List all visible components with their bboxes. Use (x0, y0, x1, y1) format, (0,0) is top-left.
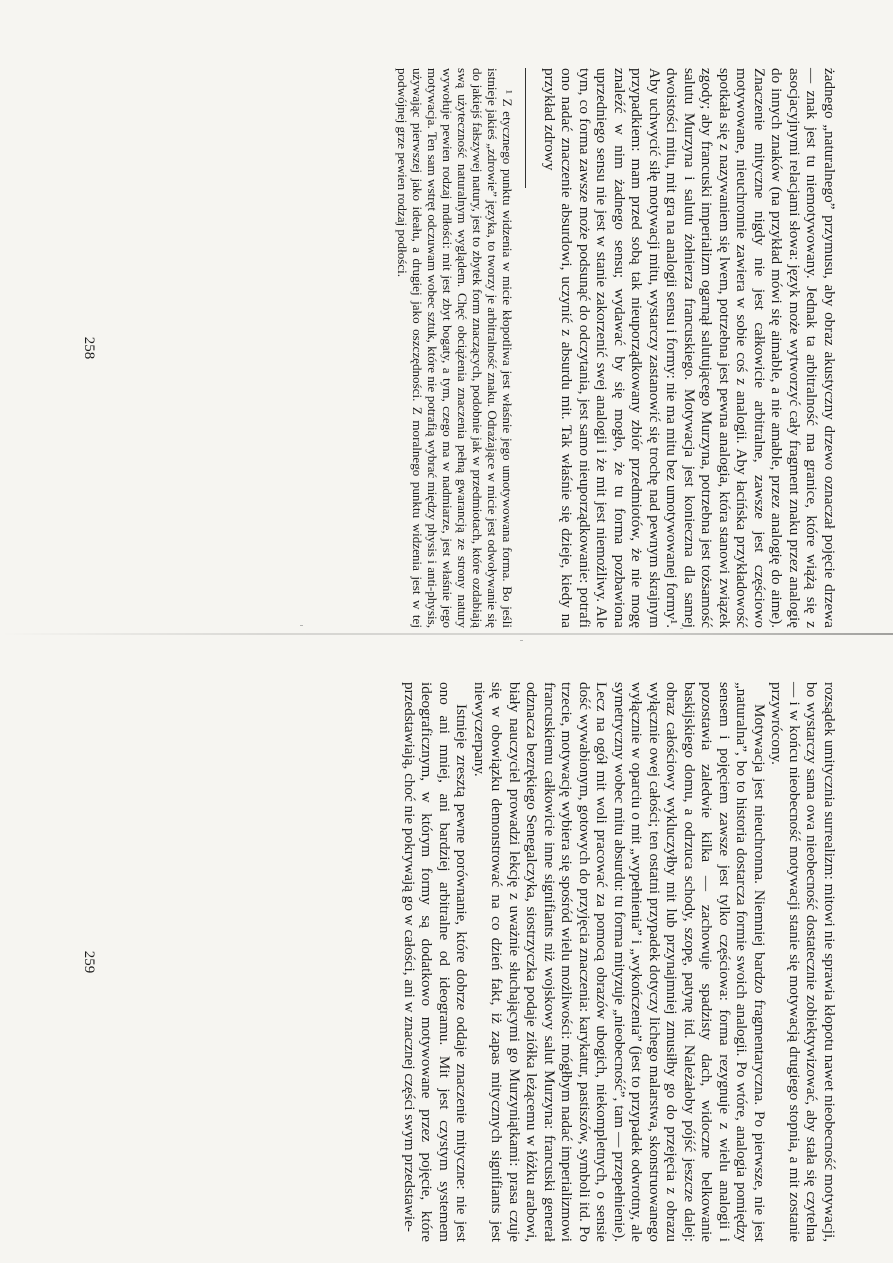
footnote-rule (526, 68, 527, 188)
right-paragraph-3: Istnieje zresztą pewne porównanie, które dobrze oddaje znaczenie mityczne: nie jest ono ani mniej, ani bardziej arbitralne od ideogramu. Mit jest czystym systemem ideograficznym, w którym formy są dodatkowo motywowane przez pojęcie, które przedstawiają, choć nie pokrywają go w całości, ani w znacznej części swym przedstawie- (401, 682, 471, 1242)
left-paragraph-1: żadnego „naturalnego” przymusu, aby obraz akustyczny drzewo oznaczał pojęcie drzewa — znak jest tu niemotywowany. Jednak ta arbitralność ma granice, które wiążą się z asocjacyjnymi relacjami słowa: język może wytworzyć cały fragment znaku przez analogię do innych znaków (na przykład mówi się aimable, a nie amable, przez analogię do aime). Znaczenie mityczne nigdy nie jest całkowicie arbitralne, zawsze jest częściowo motywowane, nieuchronnie zawiera w sobie coś z analogii. Aby łacińska przykładowość spotkała się z nazywaniem się lwem, potrzebna jest pewna analogia, która stanowi związek zgody; aby francuski imperializm ogarnął salutującego Murzyna, potrzebna jest tożsamość salutu Murzyna i salutu żołnierza francuskiego. Motywacja jest konieczna dla samej dwoistości mitu, mit gra na analogii sensu i formy: nie ma mitu bez umotywowanej formy¹. Aby uchwycić siłę motywacji mitu, wystarczy zastanowić się trochę nad pewnym skrajnym przypadkiem: mam przed sobą tak nieuporządkowany zbiór przedmiotów, że nie mogę znaleźć w nim żadnego sensu; wydawać by się mogło, że tu forma pozbawiona uprzedniego sensu nie jest w stanie zakorzenić swej analogii i że mit jest niemożliwy. Ale tym, co forma zawsze może podsunąć do odczytania, jest samo nieuporządkowanie: potrafi ono nadać znaczenie absurdowi, uczynić z absurdu mit. Tak właśnie się dzieje, kiedy na przykład zdrowy (541, 68, 838, 628)
right-paragraph-1: rozsądek umitycznia surrealizm: mitowi nie sprawia kłopotu nawet nieobecność motywacji, bo wystarczy sama owa nieobecność dostatecznie zobiektywizować, aby stała się czytelna — i w końcu nieobecność motywacji stanie się motywacją drugiego stopnia, a mit zostanie przywrócony. (768, 682, 838, 1242)
page-259 (78, 682, 838, 1242)
page-258 (78, 68, 838, 628)
page-number-right: 259 (81, 950, 97, 974)
right-paragraph-2: Motywacja jest nieuchronna. Niemniej bardzo fragmentaryczna. Po pierwsze, nie jest „naturalna”, bo to historia dostarcza formie swoich analogii. Po wtóre, analogia pomiędzy sensem i pojęciem zawsze jest tylko częściowa: forma rezygnuje z wielu analogii i pozostawia zaledwie kilka — zachowuje spadzisty dach, widoczne belkowanie baskijskiego domu, a odrzuca schody, szopę, patynę itd. Należałoby pójść jeszcze dalej: obraz całościowy wykluczyłby mit lub przynajmniej zmusiłby go do przejęcia z obrazu wyłącznie owej całości; ten ostatni przypadek dotyczy lichego malarstwa, skonstruowanego wyłącznie w oparciu o mit „wypełnienia” i „wykończenia” (jest to przypadek odwrotny, ale symetryczny wobec mitu absurdu: tu forma mityzuje „nieobecność”, tam — przepełnienie). Lecz na ogół mit woli pracować za pomocą obrazów ubogich, niekompletnych, o sensie dość wywabionym, gotowych do przyjęcia znaczenia: karykatur, pastiszów, symboli itd. Po trzecie, motywację wybiera się spośród wielu możliwości: mógłbym nadać imperializmowi francuskiemu całkowicie inne signifiants niż wojskowy salut Murzyna: francuski generał odznacza bezrękiego Senegalczyka, siostrzyczka podaje ziółka leżącemu w łóżku arabowi, biały nauczyciel prowadzi lekcję z uważnie słuchającymi go Murzyniątkami: prasa czuje się w obowiązku demonstrować na co dzień fakt, iż zapas mitycznych signifiants jest niewyczerpany. (471, 682, 768, 1242)
page-259-text (401, 682, 839, 1242)
footnote-1: ¹ Z etycznego punktu widzenia w micie kłopotliwa jest właśnie jego umotywowana forma. Bo jeśli istnieje jakieś „zdrowie” języka, to tworzy je arbitralność znaku. Odrażające w micie jest odwoływanie się do jakiejś fałszywej natury, jest to zbytek form znaczących, podobnie jak w przedmiotach, które ozdabiają swą użyteczność naturalnym wyglądem. Chęć obciążenia znaczenia pełną gwarancją ze strony natury wywołuje pewien rodzaj mdłości: mit jest zbyt bogaty, a tym, czego ma w nadmiarze, jest właśnie jego motywacja. Ten sam wstręt odczuwam wobec sztuk, które nie potrafią wybrać między physis i anti-physis, używając pierwszej jako ideału, a drugiej jako oszczędności. Z moralnego punktu widzenia jest w tej podwójnej grze pewien rodzaj podłości. (395, 68, 516, 628)
page-number-left: 258 (81, 336, 97, 360)
scan-speck (520, 640, 523, 641)
page-gutter (0, 633, 893, 635)
page-258-text (396, 68, 839, 628)
scan-speck (300, 625, 303, 626)
scan-speck (680, 628, 683, 629)
